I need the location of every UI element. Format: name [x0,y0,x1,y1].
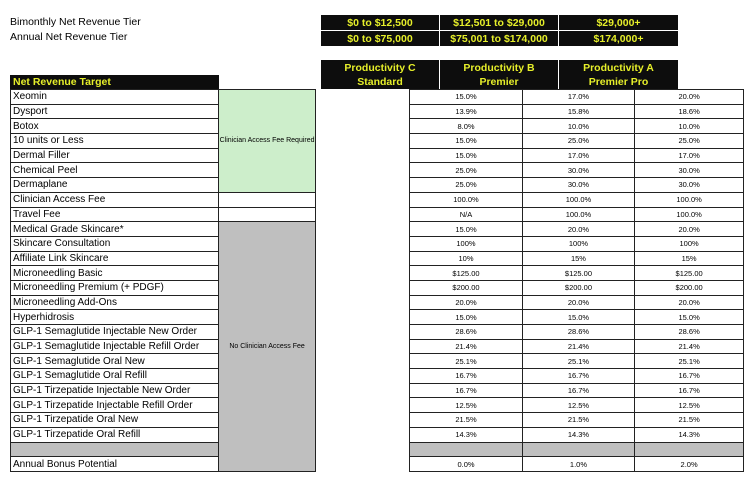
value-a: 17.0% [635,148,744,163]
spacer [316,280,410,295]
level-b-line1: Productivity B [463,61,535,74]
value-b: 21.5% [522,413,634,428]
spacer [316,413,410,428]
table-row [11,207,744,222]
bonus-row [11,457,744,472]
value-c: 15.0% [410,222,522,237]
value-c: $200.00 [410,280,522,295]
value-b: 14.3% [522,427,634,442]
level-c-line2: Standard [357,75,403,88]
spacer [316,222,410,237]
spacer [316,442,410,457]
spacer [316,310,410,325]
table-row [11,369,744,384]
tier-bimonthly-b: $12,501 to $29,000 [440,15,558,30]
value-b: 16.7% [522,369,634,384]
value-a: 15% [635,251,744,266]
value-c: N/A [410,207,522,222]
annual-tier-label: Annual Net Revenue Tier [10,31,128,43]
value-a: 25.0% [635,134,744,149]
value-c: 28.6% [410,325,522,340]
row-name: Skincare Consultation [11,236,219,251]
value-b: 15.8% [522,104,634,119]
value-a: 30.0% [635,163,744,178]
value-c: 100.0% [410,192,522,207]
row-name: Clinician Access Fee [11,192,219,207]
tier-bimonthly-c: $0 to $12,500 [321,15,439,30]
spacer [316,104,410,119]
blank-row [11,442,744,457]
value-a: $125.00 [635,266,744,281]
value-c: 10% [410,251,522,266]
row-name: Microneedling Premium (+ PDGF) [11,280,219,295]
spacer [316,369,410,384]
value-a: 100.0% [635,192,744,207]
spacer [316,134,410,149]
value-c: 20.0% [410,295,522,310]
value-c: 16.7% [410,383,522,398]
value-b: 10.0% [522,119,634,134]
row-name: Microneedling Add-Ons [11,295,219,310]
spacer [316,427,410,442]
bonus-b: 1.0% [522,457,634,472]
spacer [316,398,410,413]
spacer [316,90,410,105]
spacer [316,163,410,178]
value-c: 25.0% [410,163,522,178]
row-name: Xeomin [11,90,219,105]
value-a: 20.0% [635,295,744,310]
value-c: 25.1% [410,354,522,369]
level-b-line2: Premier [479,75,519,88]
value-c: 15.0% [410,310,522,325]
spacer [316,339,410,354]
table-row [11,192,744,207]
table-row [11,148,744,163]
row-name: Dermaplane [11,178,219,193]
spacer [316,325,410,340]
value-c: 15.0% [410,134,522,149]
value-b: 30.0% [522,163,634,178]
row-name: GLP-1 Tirzepatide Injectable Refill Order [11,398,219,413]
table-row [11,413,744,428]
value-b: 100% [522,236,634,251]
table-row [11,236,744,251]
value-c: $125.00 [410,266,522,281]
value-b: 25.0% [522,134,634,149]
table-row [11,310,744,325]
table-row [11,163,744,178]
row-name: Botox [11,119,219,134]
net-revenue-target-header: Net Revenue Target [10,75,219,89]
value-c: 14.3% [410,427,522,442]
row-name: Dermal Filler [11,148,219,163]
level-c-header [321,60,439,89]
spacer [316,354,410,369]
value-c: 16.7% [410,369,522,384]
value-a: 20.0% [635,222,744,237]
value-c: 12.5% [410,398,522,413]
spacer [316,295,410,310]
row-name: 10 units or Less [11,134,219,149]
value-a: 100% [635,236,744,251]
value-c: 21.5% [410,413,522,428]
value-b: 17.0% [522,148,634,163]
value-b: 28.6% [522,325,634,340]
tier-annual-c: $0 to $75,000 [321,31,439,46]
row-name: Affiliate Link Skincare [11,251,219,266]
value-b: $200.00 [522,280,634,295]
value-b: 20.0% [522,222,634,237]
row-name: GLP-1 Semaglutide Oral Refill [11,369,219,384]
bonus-c: 0.0% [410,457,522,472]
row-name: GLP-1 Tirzepatide Injectable New Order [11,383,219,398]
value-a: 21.4% [635,339,744,354]
value-c: 21.4% [410,339,522,354]
value-c: 100% [410,236,522,251]
value-a: 12.5% [635,398,744,413]
table-row [11,295,744,310]
value-a: 14.3% [635,427,744,442]
fee-none-note: No Clinician Access Fee [218,222,316,472]
row-name: Travel Fee [11,207,219,222]
value-a: 30.0% [635,178,744,193]
table-row [11,280,744,295]
level-c-line1: Productivity C [344,61,416,74]
value-b: 15.0% [522,310,634,325]
tier-annual-b: $75,001 to $174,000 [440,31,558,46]
level-a-line1: Productivity A [583,61,654,74]
table-row [11,119,744,134]
table-row [11,383,744,398]
value-b: 25.1% [522,354,634,369]
value-b: 100.0% [522,192,634,207]
value-b: 30.0% [522,178,634,193]
value-a: 100.0% [635,207,744,222]
spacer [316,266,410,281]
row-name: Hyperhidrosis [11,310,219,325]
blank-cell [11,442,219,457]
level-b-header [440,60,558,89]
bonus-a: 2.0% [635,457,744,472]
value-b: $125.00 [522,266,634,281]
value-b: 17.0% [522,90,634,105]
fee-empty-cell [218,192,316,207]
spacer [316,457,410,472]
table-row [11,339,744,354]
fee-empty-cell [218,207,316,222]
value-a: 16.7% [635,369,744,384]
row-name: GLP-1 Semaglutide Oral New [11,354,219,369]
value-a: 16.7% [635,383,744,398]
row-name: Medical Grade Skincare* [11,222,219,237]
bimonthly-tier-label: Bimonthly Net Revenue Tier [10,16,141,28]
spacer [316,148,410,163]
value-a: 28.6% [635,325,744,340]
spacer [316,119,410,134]
row-name: GLP-1 Tirzepatide Oral New [11,413,219,428]
table-row [11,266,744,281]
value-a: 10.0% [635,119,744,134]
row-name: GLP-1 Semaglutide Injectable New Order [11,325,219,340]
table-row [11,251,744,266]
row-name: Chemical Peel [11,163,219,178]
value-c: 13.9% [410,104,522,119]
tier-bimonthly-a: $29,000+ [559,15,678,30]
table-row [11,325,744,340]
row-name: GLP-1 Semaglutide Injectable Refill Order [11,339,219,354]
row-name: GLP-1 Tirzepatide Oral Refill [11,427,219,442]
revenue-table [10,89,744,472]
fee-required-note: Clinician Access Fee Required [218,90,316,193]
value-c: 8.0% [410,119,522,134]
value-c: 15.0% [410,90,522,105]
spacer [316,192,410,207]
value-b: 12.5% [522,398,634,413]
table-row [11,104,744,119]
spacer [316,383,410,398]
table-row [11,427,744,442]
value-a: 21.5% [635,413,744,428]
value-a: 20.0% [635,90,744,105]
table-row [11,354,744,369]
blank-cell [635,442,744,457]
value-b: 21.4% [522,339,634,354]
value-b: 15% [522,251,634,266]
bonus-label: Annual Bonus Potential [11,457,219,472]
level-a-header [559,60,678,89]
value-b: 16.7% [522,383,634,398]
row-name: Dysport [11,104,219,119]
value-c: 15.0% [410,148,522,163]
tier-annual-a: $174,000+ [559,31,678,46]
spacer [316,251,410,266]
value-a: 15.0% [635,310,744,325]
value-c: 25.0% [410,178,522,193]
value-a: 25.1% [635,354,744,369]
value-b: 100.0% [522,207,634,222]
table-row [11,222,744,237]
table-row [11,398,744,413]
spacer [316,178,410,193]
value-a: 18.6% [635,104,744,119]
value-b: 20.0% [522,295,634,310]
spacer [316,207,410,222]
row-name: Microneedling Basic [11,266,219,281]
value-a: $200.00 [635,280,744,295]
blank-cell [410,442,522,457]
table-row [11,90,744,105]
table-row [11,134,744,149]
level-a-line2: Premier Pro [588,75,649,88]
table-row [11,178,744,193]
blank-cell [522,442,634,457]
spacer [316,236,410,251]
